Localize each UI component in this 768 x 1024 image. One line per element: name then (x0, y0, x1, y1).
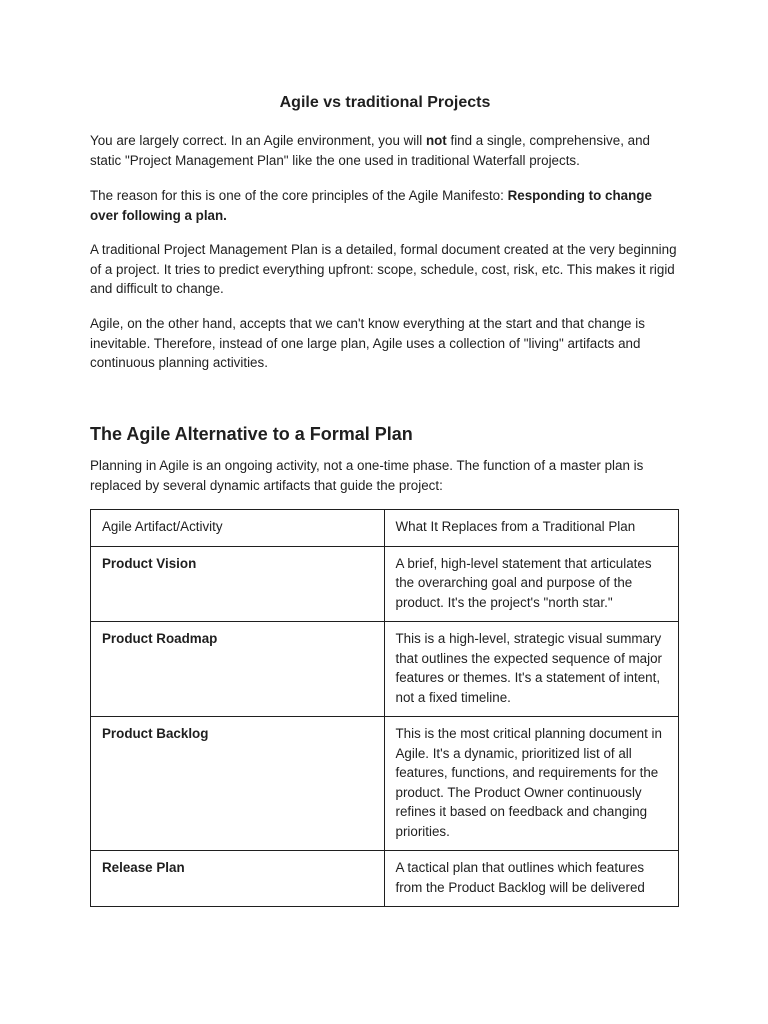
artifact-name: Product Vision (91, 546, 385, 622)
artifact-name: Release Plan (91, 851, 385, 907)
artifact-description: This is a high-level, strategic visual summary that outlines the expected sequence of major features or themes. It's a statement of intent, not a fixed timeline. (384, 622, 679, 717)
table-header-replaces: What It Replaces from a Traditional Plan (384, 510, 679, 547)
artifact-description: This is the most critical planning document in Agile. It's a dynamic, prioritized list of all features, functions, and requirements for the product. The Product Owner continuously refines it based on feedback and changing priorities. (384, 717, 679, 851)
table-row (91, 546, 679, 622)
intro-p1-text-start: You are largely correct. In an Agile environment, you will (90, 133, 426, 148)
intro-paragraph-4: Agile, on the other hand, accepts that we can't know everything at the start and that change is inevitable. Therefore, instead of one large plan, Agile uses a collection of "living" artifacts and continuous planning activities. (90, 316, 645, 370)
intro-paragraph-2 (90, 186, 680, 225)
artifact-name: Product Roadmap (91, 622, 385, 717)
table-row (91, 622, 679, 717)
intro-p2-text-start: The reason for this is one of the core principles of the Agile Manifesto: (90, 188, 508, 203)
intro-p2-bold-principle: Responding to change over following a plan. (90, 188, 652, 223)
intro-p1-text-end: find a single, comprehensive, and static "Project Management Plan" like the one used in traditional Waterfall projects. (90, 133, 650, 168)
section-heading: The Agile Alternative to a Formal Plan (90, 424, 413, 444)
table-row (91, 851, 679, 907)
intro-paragraph-3: A traditional Project Management Plan is a detailed, formal document created at the very beginning of a project. It tries to predict everything upfront: scope, schedule, cost, risk, etc. This makes it rigid and difficult to change. (90, 242, 677, 296)
document-title: Agile vs traditional Projects (279, 94, 491, 111)
intro-paragraph-1 (90, 131, 680, 170)
intro-p1-bold-not: not (425, 133, 447, 148)
artifacts-table (90, 509, 679, 907)
table-row (91, 717, 679, 851)
artifact-name: Product Backlog (91, 717, 385, 851)
table-header-artifact: Agile Artifact/Activity (91, 510, 385, 547)
table-header-row (91, 510, 679, 547)
artifact-description: A brief, high-level statement that articulates the overarching goal and purpose of the product. It's the project's "north star." (384, 546, 679, 622)
artifact-description: A tactical plan that outlines which features from the Product Backlog will be delivered (384, 851, 679, 907)
section-paragraph: Planning in Agile is an ongoing activity, not a one-time phase. The function of a master plan is replaced by several dynamic artifacts that guide the project: (90, 458, 644, 493)
